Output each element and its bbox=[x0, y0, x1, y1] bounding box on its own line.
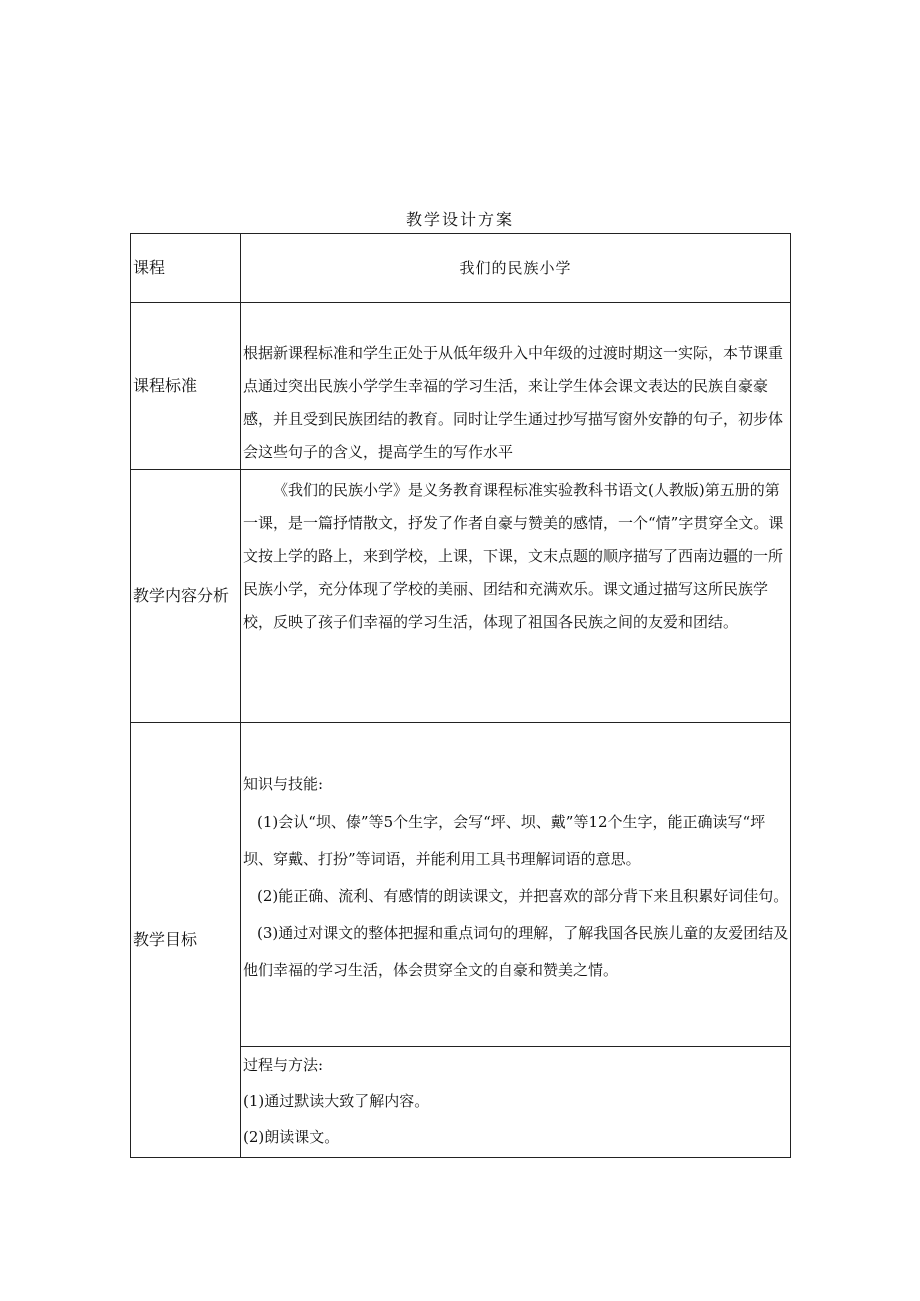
knowledge-item-3: (3)通过对课文的整体把握和重点词句的理解，了解我国各民族儿童的友爱团结及他们幸福的学习生活，体会贯穿全文的自豪和赞美之情。 bbox=[243, 924, 789, 979]
row-course bbox=[131, 234, 791, 303]
standard-text: 根据新课程标准和学生正处于从低年级升入中年级的过渡时期这一实际，本节课重点通过突出民族小学学生幸福的学习生活，来让学生体会课文表达的民族自豪豪感，并且受到民族团结的教育。同时让学生通过抄写描写窗外安静的句子，初步体会这些句子的含义，提高学生的写作水平 bbox=[243, 344, 784, 461]
label-course: 课程 bbox=[131, 234, 241, 303]
label-objectives: 教学目标 bbox=[131, 723, 241, 1158]
row-content-analysis bbox=[131, 470, 791, 723]
process-item-1: (1)通过默读大致了解内容。 bbox=[243, 1092, 430, 1110]
row-objectives-knowledge bbox=[131, 723, 791, 1047]
knowledge-heading: 知识与技能: bbox=[243, 775, 324, 793]
document-title: 教学设计方案 bbox=[405, 210, 514, 229]
process-item-2: (2)朗读课文。 bbox=[243, 1128, 340, 1146]
lesson-plan-table bbox=[130, 233, 791, 1158]
knowledge-item-2: (2)能正确、流利、有感情的朗读课文，并把喜欢的部分背下来且积累好词佳句。 bbox=[257, 887, 789, 905]
knowledge-item-1: (1)会认“坝、傣”等5个生字，会写“坪、坝、戴”等12个生字，能正确读写“坪坝、穿戴、打扮”等词语，并能利用工具书理解词语的意思。 bbox=[243, 813, 766, 868]
course-title: 我们的民族小学 bbox=[241, 234, 791, 303]
label-standard: 课程标准 bbox=[131, 303, 241, 470]
row-standard bbox=[131, 303, 791, 470]
content-analysis-text: 《我们的民族小学》是义务教育课程标准实验教科书语文(人教版)第五册的第一课，是一篇抒情散文，抒发了作者自豪与赞美的感情，一个“情”字贯穿全文。课文按上学的路上，来到学校，上课，下课，文末点题的顺序描写了西南边疆的一所民族小学，充分体现了学校的美丽、团结和充满欢乐。课文通过描写这所民族学校，反映了孩子们幸福的学习生活，体现了祖国各民族之间的友爱和团结。 bbox=[243, 481, 784, 631]
label-content-analysis: 教学内容分析 bbox=[131, 470, 241, 723]
process-heading: 过程与方法: bbox=[243, 1056, 324, 1074]
